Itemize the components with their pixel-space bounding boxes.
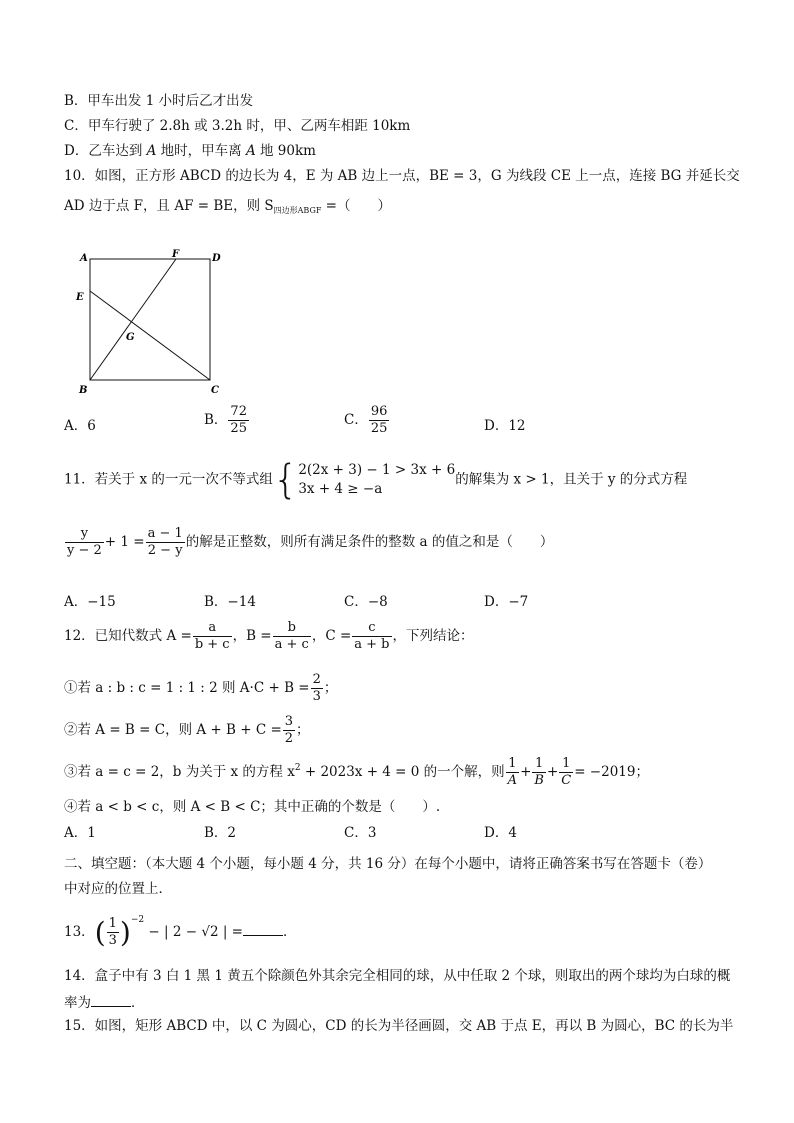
q12-s3-d3: C [561,773,572,788]
q10-option-c-fraction [369,404,390,437]
q12-stem [64,620,474,653]
q12-statement-4: ④若 a < b < c，则 A < B < C；其中正确的个数是（ ）. [64,799,441,815]
q12-statement-1 [64,672,337,705]
q12-s3-n1: 1 [508,756,517,771]
q11-inequality-1: 2(2x + 3) − 1 > 3x + 6 [298,462,456,478]
q11-fraction-1-den: y − 2 [67,543,102,558]
q10-option-c [344,404,390,437]
q10-option-c-label: C． [344,412,368,428]
q11-option-d: D．−7 [484,594,529,610]
label-d: D [212,253,221,264]
right-paren-icon: ) [119,916,131,949]
q12-s3-frac-2 [532,756,546,789]
q12-s3-d2: B [534,773,544,788]
q12-s3-pre: ③若 a = c = 2，b 为关于 x 的方程 x [64,764,295,780]
q10-option-b-num: 72 [230,404,247,419]
q12-fraction-a [193,620,232,653]
q12-fraction-c-num: c [368,620,376,635]
q12-statement-3 [64,756,649,789]
q11-option-c: C．−8 [344,594,388,610]
q12-fraction-a-num: a [208,620,217,635]
q11-eq-mid: + 1 = [104,534,145,550]
q11-stem-pre: 11．若关于 x 的一元一次不等式组 [64,471,273,488]
q11-inequality-2: 3x + 4 ≥ −a [298,481,383,497]
q10-option-c-num: 96 [370,404,388,419]
q14-stem-line2 [64,992,145,1012]
q12-s3-sup: 2 [294,763,301,773]
q11-stem-post: 的解集为 x > 1，且关于 y 的分式方程 [455,471,688,488]
q11-option-a: A．−15 [64,594,116,610]
q12-s3-n3: 1 [562,756,571,771]
q10-stem-line2 [64,197,391,220]
q12-sep-c: ，C = [311,628,352,644]
label-g: G [126,332,135,343]
segment-bf [90,259,176,380]
q12-fraction-a-den: b + c [194,637,230,652]
q13-pre: 13． [64,924,95,940]
q9-option-d-mid: 地时，甲车离 [156,143,246,159]
q12-fraction-c-den: a + b [354,637,390,652]
q12-fraction-b-den: a + c [274,637,309,652]
q11-stem-line1 [64,457,688,503]
q12-option-a: A．1 [64,825,96,841]
q14-line2-pre: 率为 [64,995,91,1011]
q9-option-d [64,142,316,160]
q12-s1-num: 2 [312,672,321,687]
q12-s1-fraction [311,672,323,705]
q10-option-c-den: 25 [370,421,388,436]
q13-num: 1 [108,916,117,931]
q9-option-d-a2: A [245,143,256,159]
q12-option-d: D．4 [484,825,517,841]
label-c: C [211,385,219,396]
q12-s3-plus2: + [546,764,559,780]
q12-statement-2 [64,714,310,747]
q9-option-d-a1: A [146,143,157,159]
q12-fraction-b [273,620,311,653]
q10-square-figure [70,248,230,398]
q12-fraction-c [352,620,391,653]
q12-s3-d1: A [507,773,518,788]
q9-option-d-post: 地 90km [255,143,316,159]
q11-fraction-2-den: 2 − y [147,543,183,558]
q12-s3-frac-1 [506,756,519,789]
label-b: B [79,385,88,396]
q12-sep-b: ，B = [232,628,272,644]
q12-fraction-b-num: b [287,620,296,635]
q9-option-c: C．甲车行驶了 2.8h 或 3.2h 时，甲、乙两车相距 10km [64,118,411,134]
q14-stem-line1: 14．盒子中有 3 白 1 黑 1 黄五个除颜色外其余完全相同的球，从中任取 2 个球，则取出的两个球均为白球的概 [64,968,731,984]
q12-s1-post: ； [323,680,338,696]
label-e: E [76,292,84,303]
q12-s1-den: 3 [312,689,321,704]
q12-s3-n2: 1 [535,756,544,771]
section2-heading-line1: 二、填空题：（本大题 4 个小题，每小题 4 分，共 16 分）在每个小题中，请将正确答案书写在答题卡（卷） [64,856,712,872]
q12-s2-num: 3 [284,714,294,729]
q11-fraction-2 [146,526,185,559]
brace-icon: { [272,457,299,503]
q12-s1-pre: ①若 a : b : c = 1 : 1 : 2 则 A·C + B = [64,680,310,696]
q12-s3-plus1: + [520,764,532,780]
q9-option-b: B．甲车出发 1 小时后乙才出发 [64,93,254,109]
q13-answer-blank[interactable] [243,921,283,936]
q11-fraction-1-num: y [80,526,89,541]
q14-line2-post: ． [131,995,145,1011]
q12-stem-post: ，下列结论： [392,628,474,644]
q10-stem-line1: 10．如图，正方形 ABCD 的边长为 4，E 为 AB 边上一点，BE = 3，G 为线段 CE 上一点，连接 BG 并延长交 [64,168,740,184]
q11-inequality-system [298,461,455,499]
segment-ec [90,291,210,380]
q13-exponent: −2 [130,915,145,925]
q12-s3-frac-3 [559,756,573,789]
q12-s2-post: ； [296,722,310,738]
q10-option-b-label: B． [204,412,228,428]
q11-stem-line2 [64,526,553,559]
q9-option-d-pre: D．乙车达到 [64,143,147,159]
q10-option-d: D．12 [484,418,526,434]
q12-s3-mid: + 2023x + 4 = 0 的一个解，则 [300,764,505,780]
q13-fraction [107,916,119,949]
q11-fraction-2-num: a − 1 [147,526,183,541]
square-abcd [90,259,210,380]
q14-answer-blank[interactable] [91,992,131,1007]
q12-option-c: C．3 [344,825,377,841]
q13-den: 3 [108,933,117,948]
q12-s2-fraction [283,714,295,747]
section2-heading-line2: 中对应的位置上． [64,881,172,897]
q11-option-b: B．−14 [204,594,256,610]
label-a: A [80,253,88,264]
q10-stem-sub: 四边形ABGF [273,206,322,215]
q12-option-b: B．2 [204,825,237,841]
q13-mid: − | 2 − √2 | = [144,924,243,940]
q10-option-b [204,404,250,437]
q13-post: ． [282,924,297,940]
label-f: F [172,249,180,260]
q13-stem [64,915,296,949]
q10-stem-pre: AD 边于点 F，且 AF = BE，则 S [64,198,274,214]
q12-s3-post: = −2019； [574,764,649,780]
q11-fraction-1 [65,526,104,559]
q12-stem-pre: 12．已知代数式 A = [64,628,192,644]
left-paren-icon: ( [94,916,106,949]
q12-s2-den: 2 [284,731,294,746]
q10-option-a: A．6 [64,418,96,434]
q12-s2-pre: ②若 A = B = C，则 A + B + C = [64,722,282,738]
q10-stem-post: =（ ） [321,198,391,214]
q10-option-b-den: 25 [230,421,247,436]
q10-option-b-fraction [228,404,249,437]
q15-stem-line1: 15．如图，矩形 ABCD 中，以 C 为圆心，CD 的长为半径画圆，交 AB 于点 E，再以 B 为圆心，BC 的长为半 [64,1018,734,1034]
q11-stem-post2: 的解是正整数，则所有满足条件的整数 a 的值之和是（ ） [185,534,554,550]
